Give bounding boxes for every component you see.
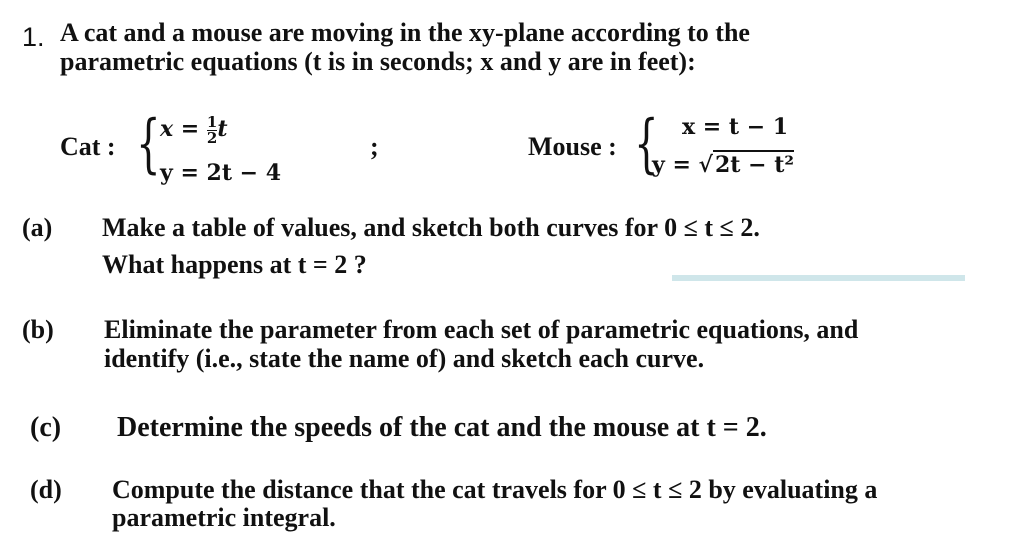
problem-number: 1. (22, 22, 45, 52)
intro-line-2: parametric equations (t is in seconds; x and y are in feet): (60, 47, 696, 76)
part-c-label: (c) (30, 412, 62, 443)
part-a-line-1: Make a table of values, and sketch both curves for 0 ≤ t ≤ 2. (102, 213, 760, 242)
part-c-line-1: Determine the speeds of the cat and the mouse at t = 2. (117, 412, 767, 443)
cat-y-equation: y = 2t − 4 (160, 160, 282, 186)
part-b-line-1: Eliminate the parameter from each set of parametric equations, and (104, 315, 859, 344)
part-b-line-2: identify (i.e., state the name of) and sketch each curve. (104, 344, 705, 373)
highlight-bar (672, 275, 965, 281)
separator: ; (370, 132, 379, 161)
part-d-label: (d) (30, 475, 62, 504)
part-a-label: (a) (22, 213, 53, 242)
mouse-x-equation: x = t − 1 (682, 114, 789, 140)
part-a-line-2: What happens at t = 2 ? (102, 250, 367, 279)
cat-brace-icon: { (136, 107, 161, 181)
part-d-line-1: Compute the distance that the cat travels for 0 ≤ t ≤ 2 by evaluating a (112, 475, 878, 504)
intro-line-1: A cat and a mouse are moving in the xy-plane according to the (60, 18, 750, 47)
cat-label: Cat : (60, 132, 116, 161)
mouse-brace-icon: { (634, 107, 659, 181)
part-b-label: (b) (22, 315, 54, 344)
mouse-label: Mouse : (528, 132, 617, 161)
cat-x-equation: x = $\frac{1}{2}$ t (160, 112, 228, 147)
mouse-y-equation: y = √2t − t² (652, 152, 795, 178)
part-d-line-2: parametric integral. (112, 503, 336, 532)
